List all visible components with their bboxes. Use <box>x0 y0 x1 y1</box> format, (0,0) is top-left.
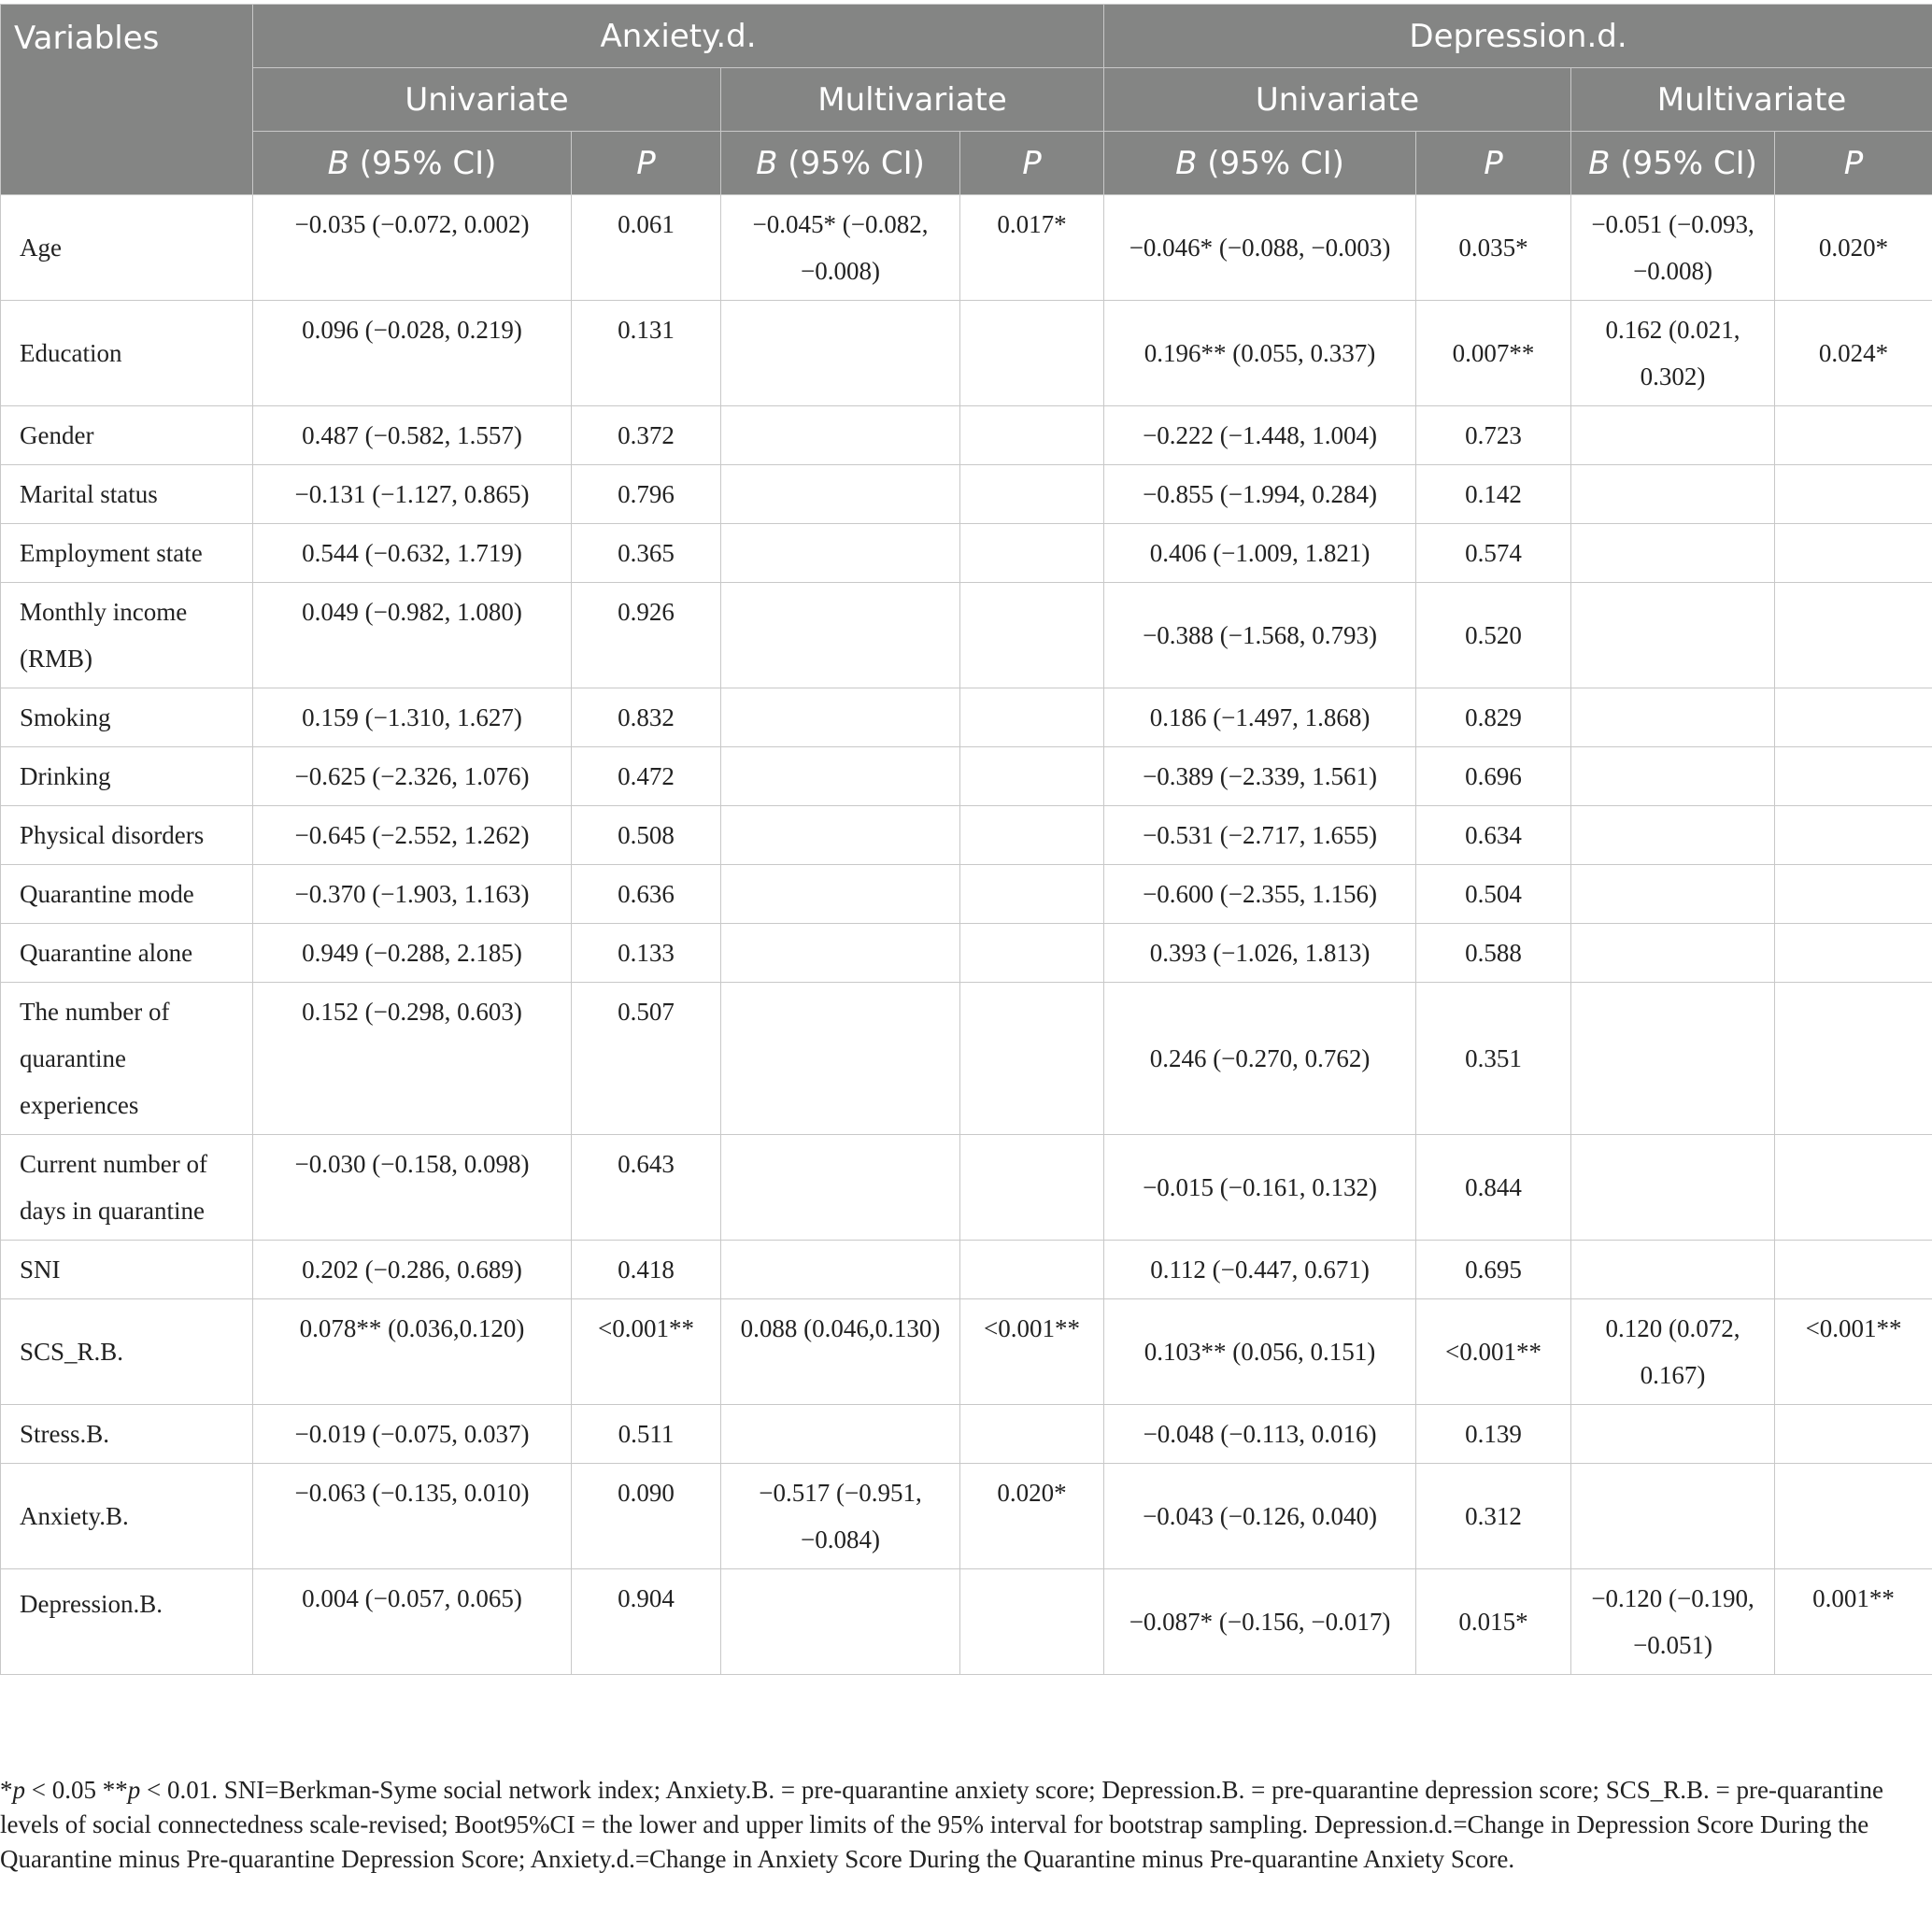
anxiety-univariate-p: 0.133 <box>572 924 721 983</box>
variable-name: Smoking <box>1 688 253 747</box>
depression-univariate-p: 0.142 <box>1416 465 1571 524</box>
depression-univariate-b: −0.531 (−2.717, 1.655) <box>1104 806 1416 865</box>
variable-name: Quarantine alone <box>1 924 253 983</box>
anxiety-univariate-b: −0.063 (−0.135, 0.010) <box>253 1464 572 1569</box>
anxiety-multivariate-b <box>721 583 960 688</box>
variable-name: Gender <box>1 406 253 465</box>
depression-univariate-p: 0.007** <box>1416 301 1571 406</box>
anxiety-univariate-b: 0.049 (−0.982, 1.080) <box>253 583 572 688</box>
depression-multivariate-p <box>1775 806 1932 865</box>
anxiety-multivariate-p: 0.020* <box>960 1464 1104 1569</box>
anxiety-multivariate-p <box>960 688 1104 747</box>
anxiety-multivariate-b <box>721 1241 960 1299</box>
depression-multivariate-p <box>1775 865 1932 924</box>
anxiety-univariate-p: 0.365 <box>572 524 721 583</box>
header-depression: Depression.d. <box>1104 5 1932 68</box>
depression-univariate-b: −0.043 (−0.126, 0.040) <box>1104 1464 1416 1569</box>
depression-multivariate-b <box>1571 465 1775 524</box>
table-row <box>1 983 1932 1135</box>
anxiety-multivariate-b: 0.088 (0.046,0.130) <box>721 1299 960 1405</box>
depression-univariate-b: −0.087* (−0.156, −0.017) <box>1104 1569 1416 1675</box>
anxiety-multivariate-p <box>960 1241 1104 1299</box>
depression-multivariate-b <box>1571 1135 1775 1241</box>
anxiety-multivariate-p <box>960 1405 1104 1464</box>
anxiety-multivariate-b <box>721 747 960 806</box>
variable-name: The number of quarantine experiences <box>1 983 253 1135</box>
anxiety-multivariate-p <box>960 865 1104 924</box>
depression-univariate-p: 0.588 <box>1416 924 1571 983</box>
table-row <box>1 1241 1932 1299</box>
anxiety-multivariate-p <box>960 583 1104 688</box>
variable-name: Employment state <box>1 524 253 583</box>
depression-multivariate-b <box>1571 865 1775 924</box>
depression-univariate-b: 0.186 (−1.497, 1.868) <box>1104 688 1416 747</box>
depression-univariate-p: 0.634 <box>1416 806 1571 865</box>
anxiety-univariate-b: 0.152 (−0.298, 0.603) <box>253 983 572 1135</box>
anxiety-multivariate-b <box>721 1135 960 1241</box>
depression-univariate-p: 0.312 <box>1416 1464 1571 1569</box>
anxiety-univariate-b: −0.625 (−2.326, 1.076) <box>253 747 572 806</box>
depression-univariate-b: −0.855 (−1.994, 0.284) <box>1104 465 1416 524</box>
header-p: P <box>1416 132 1571 195</box>
depression-multivariate-b <box>1571 1464 1775 1569</box>
depression-multivariate-p <box>1775 1135 1932 1241</box>
anxiety-univariate-b: 0.544 (−0.632, 1.719) <box>253 524 572 583</box>
depression-univariate-p: 0.723 <box>1416 406 1571 465</box>
depression-multivariate-b <box>1571 583 1775 688</box>
anxiety-univariate-b: 0.096 (−0.028, 0.219) <box>253 301 572 406</box>
table-row <box>1 195 1932 301</box>
anxiety-univariate-b: 0.078** (0.036,0.120) <box>253 1299 572 1405</box>
anxiety-multivariate-b: −0.517 (−0.951, −0.084) <box>721 1464 960 1569</box>
anxiety-multivariate-b: −0.045* (−0.082, −0.008) <box>721 195 960 301</box>
anxiety-multivariate-p <box>960 924 1104 983</box>
depression-multivariate-b <box>1571 1405 1775 1464</box>
variable-name: SNI <box>1 1241 253 1299</box>
anxiety-multivariate-p: 0.017* <box>960 195 1104 301</box>
header-b-ci: B (95% CI) <box>253 132 572 195</box>
anxiety-multivariate-p <box>960 1569 1104 1675</box>
depression-univariate-b: −0.600 (−2.355, 1.156) <box>1104 865 1416 924</box>
depression-multivariate-p <box>1775 1464 1932 1569</box>
depression-univariate-b: 0.246 (−0.270, 0.762) <box>1104 983 1416 1135</box>
table-row <box>1 865 1932 924</box>
header-b-ci: B (95% CI) <box>721 132 960 195</box>
header-b-ci: B (95% CI) <box>1104 132 1416 195</box>
variable-name: Marital status <box>1 465 253 524</box>
depression-multivariate-p <box>1775 924 1932 983</box>
table-row <box>1 806 1932 865</box>
table-row <box>1 688 1932 747</box>
depression-multivariate-p <box>1775 406 1932 465</box>
anxiety-univariate-p: 0.636 <box>572 865 721 924</box>
header-anxiety: Anxiety.d. <box>253 5 1104 68</box>
header-depression-multivariate: Multivariate <box>1571 68 1932 132</box>
anxiety-univariate-b: −0.645 (−2.552, 1.262) <box>253 806 572 865</box>
variable-name: Monthly income (RMB) <box>1 583 253 688</box>
header-variables: Variables <box>1 5 253 195</box>
variable-name: Depression.B. <box>1 1569 253 1675</box>
anxiety-univariate-b: 0.487 (−0.582, 1.557) <box>253 406 572 465</box>
table-row <box>1 1405 1932 1464</box>
table-footnote: *p < 0.05 **p < 0.01. SNI=Berkman-Syme social network index; Anxiety.B. = pre-quarantine anxiety score; Depression.B. = pre-quarantine depression score; SCS_R.B. = pre-quarantine levels of social connectedness scale-revised; Boot95%CI = the lower and upper limits of the 95% interval for bootstrap sampling. Depression.d.=Change in Depression Score During the Quarantine minus Pre-quarantine Depression Score; Anxiety.d.=Change in Anxiety Score During the Quarantine minus Pre-quarantine Anxiety Score. <box>0 1776 1883 1873</box>
anxiety-multivariate-b <box>721 924 960 983</box>
anxiety-multivariate-p <box>960 747 1104 806</box>
depression-univariate-b: −0.388 (−1.568, 0.793) <box>1104 583 1416 688</box>
variable-name: Anxiety.B. <box>1 1464 253 1569</box>
depression-multivariate-b <box>1571 1241 1775 1299</box>
depression-multivariate-p <box>1775 524 1932 583</box>
anxiety-univariate-b: −0.131 (−1.127, 0.865) <box>253 465 572 524</box>
anxiety-univariate-p: 0.061 <box>572 195 721 301</box>
depression-multivariate-b <box>1571 806 1775 865</box>
depression-univariate-b: −0.389 (−2.339, 1.561) <box>1104 747 1416 806</box>
anxiety-univariate-p: 0.643 <box>572 1135 721 1241</box>
anxiety-multivariate-b <box>721 406 960 465</box>
header-p: P <box>960 132 1104 195</box>
header-p: P <box>1775 132 1932 195</box>
anxiety-multivariate-b <box>721 688 960 747</box>
variable-name: Quarantine mode <box>1 865 253 924</box>
depression-univariate-b: 0.393 (−1.026, 1.813) <box>1104 924 1416 983</box>
depression-univariate-p: 0.695 <box>1416 1241 1571 1299</box>
depression-multivariate-p: 0.020* <box>1775 195 1932 301</box>
depression-multivariate-p <box>1775 983 1932 1135</box>
anxiety-multivariate-b <box>721 301 960 406</box>
table-header <box>1 5 1932 195</box>
depression-univariate-p: 0.520 <box>1416 583 1571 688</box>
anxiety-multivariate-p <box>960 1135 1104 1241</box>
table-row <box>1 465 1932 524</box>
anxiety-univariate-p: 0.511 <box>572 1405 721 1464</box>
variable-name: Age <box>1 195 253 301</box>
depression-univariate-b: 0.112 (−0.447, 0.671) <box>1104 1241 1416 1299</box>
anxiety-multivariate-b <box>721 465 960 524</box>
anxiety-univariate-b: 0.004 (−0.057, 0.065) <box>253 1569 572 1675</box>
depression-univariate-p: 0.696 <box>1416 747 1571 806</box>
anxiety-univariate-b: 0.949 (−0.288, 2.185) <box>253 924 572 983</box>
anxiety-univariate-p: 0.472 <box>572 747 721 806</box>
depression-multivariate-b: 0.120 (0.072, 0.167) <box>1571 1299 1775 1405</box>
depression-univariate-b: −0.015 (−0.161, 0.132) <box>1104 1135 1416 1241</box>
depression-univariate-p: 0.829 <box>1416 688 1571 747</box>
anxiety-multivariate-b <box>721 865 960 924</box>
anxiety-multivariate-p <box>960 524 1104 583</box>
depression-multivariate-p <box>1775 688 1932 747</box>
table-row <box>1 1135 1932 1241</box>
depression-univariate-p: 0.015* <box>1416 1569 1571 1675</box>
table-body <box>1 195 1932 1675</box>
depression-multivariate-b <box>1571 983 1775 1135</box>
depression-multivariate-p: 0.001** <box>1775 1569 1932 1675</box>
depression-univariate-p: 0.844 <box>1416 1135 1571 1241</box>
anxiety-multivariate-p <box>960 465 1104 524</box>
depression-multivariate-b <box>1571 524 1775 583</box>
depression-univariate-p: 0.351 <box>1416 983 1571 1135</box>
depression-multivariate-p <box>1775 1405 1932 1464</box>
variable-name: Drinking <box>1 747 253 806</box>
table-row <box>1 1299 1932 1405</box>
anxiety-univariate-p: 0.507 <box>572 983 721 1135</box>
anxiety-multivariate-p <box>960 806 1104 865</box>
header-depression-univariate: Univariate <box>1104 68 1571 132</box>
anxiety-univariate-p: 0.926 <box>572 583 721 688</box>
depression-univariate-b: 0.103** (0.056, 0.151) <box>1104 1299 1416 1405</box>
anxiety-univariate-p: 0.796 <box>572 465 721 524</box>
anxiety-univariate-b: −0.035 (−0.072, 0.002) <box>253 195 572 301</box>
regression-table <box>0 4 1932 1675</box>
anxiety-univariate-b: 0.159 (−1.310, 1.627) <box>253 688 572 747</box>
depression-univariate-p: 0.504 <box>1416 865 1571 924</box>
header-p: P <box>572 132 721 195</box>
depression-multivariate-p <box>1775 1241 1932 1299</box>
depression-multivariate-b <box>1571 688 1775 747</box>
table-row <box>1 1569 1932 1675</box>
depression-univariate-b: 0.196** (0.055, 0.337) <box>1104 301 1416 406</box>
variable-name: Education <box>1 301 253 406</box>
depression-multivariate-p <box>1775 583 1932 688</box>
header-anxiety-univariate: Univariate <box>253 68 721 132</box>
depression-multivariate-b: 0.162 (0.021, 0.302) <box>1571 301 1775 406</box>
depression-univariate-p: 0.035* <box>1416 195 1571 301</box>
depression-multivariate-b <box>1571 924 1775 983</box>
anxiety-multivariate-b <box>721 983 960 1135</box>
table-row <box>1 1464 1932 1569</box>
anxiety-univariate-p: 0.904 <box>572 1569 721 1675</box>
anxiety-multivariate-b <box>721 806 960 865</box>
depression-multivariate-p <box>1775 747 1932 806</box>
anxiety-univariate-p: 0.372 <box>572 406 721 465</box>
header-anxiety-multivariate: Multivariate <box>721 68 1104 132</box>
header-b-ci: B (95% CI) <box>1571 132 1775 195</box>
table-row <box>1 524 1932 583</box>
table-row <box>1 924 1932 983</box>
depression-univariate-b: −0.222 (−1.448, 1.004) <box>1104 406 1416 465</box>
depression-multivariate-p <box>1775 465 1932 524</box>
anxiety-univariate-p: 0.090 <box>572 1464 721 1569</box>
depression-univariate-p: 0.139 <box>1416 1405 1571 1464</box>
depression-multivariate-b <box>1571 406 1775 465</box>
depression-multivariate-p: <0.001** <box>1775 1299 1932 1405</box>
anxiety-univariate-b: −0.030 (−0.158, 0.098) <box>253 1135 572 1241</box>
table-row <box>1 747 1932 806</box>
depression-multivariate-b: −0.051 (−0.093, −0.008) <box>1571 195 1775 301</box>
table-row <box>1 301 1932 406</box>
variable-name: Physical disorders <box>1 806 253 865</box>
depression-univariate-p: <0.001** <box>1416 1299 1571 1405</box>
anxiety-univariate-p: <0.001** <box>572 1299 721 1405</box>
table-row <box>1 583 1932 688</box>
variable-name: Stress.B. <box>1 1405 253 1464</box>
anxiety-multivariate-p <box>960 406 1104 465</box>
depression-univariate-p: 0.574 <box>1416 524 1571 583</box>
anxiety-univariate-p: 0.832 <box>572 688 721 747</box>
anxiety-univariate-p: 0.508 <box>572 806 721 865</box>
variable-name: Current number of days in quarantine <box>1 1135 253 1241</box>
anxiety-multivariate-p <box>960 301 1104 406</box>
variable-name: SCS_R.B. <box>1 1299 253 1405</box>
anxiety-multivariate-b <box>721 1569 960 1675</box>
depression-univariate-b: −0.046* (−0.088, −0.003) <box>1104 195 1416 301</box>
anxiety-univariate-p: 0.418 <box>572 1241 721 1299</box>
anxiety-multivariate-p: <0.001** <box>960 1299 1104 1405</box>
anxiety-multivariate-b <box>721 524 960 583</box>
depression-multivariate-b <box>1571 747 1775 806</box>
anxiety-multivariate-b <box>721 1405 960 1464</box>
depression-univariate-b: 0.406 (−1.009, 1.821) <box>1104 524 1416 583</box>
depression-univariate-b: −0.048 (−0.113, 0.016) <box>1104 1405 1416 1464</box>
anxiety-univariate-p: 0.131 <box>572 301 721 406</box>
anxiety-univariate-b: −0.370 (−1.903, 1.163) <box>253 865 572 924</box>
anxiety-univariate-b: 0.202 (−0.286, 0.689) <box>253 1241 572 1299</box>
table-row <box>1 406 1932 465</box>
depression-multivariate-p: 0.024* <box>1775 301 1932 406</box>
depression-multivariate-b: −0.120 (−0.190, −0.051) <box>1571 1569 1775 1675</box>
anxiety-univariate-b: −0.019 (−0.075, 0.037) <box>253 1405 572 1464</box>
anxiety-multivariate-p <box>960 983 1104 1135</box>
